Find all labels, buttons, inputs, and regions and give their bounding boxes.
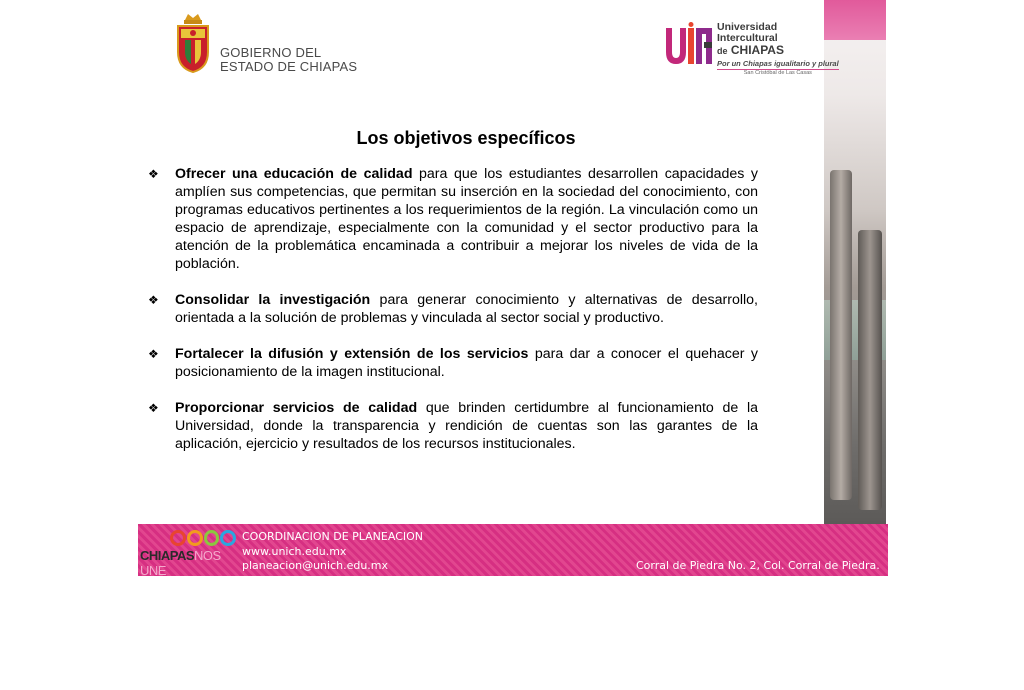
university-logo-line1: Universidad — [717, 21, 778, 33]
footer-address: Corral de Piedra No. 2, Col. Corral de Piedra. — [636, 559, 880, 572]
government-logo-text — [220, 46, 357, 74]
list-item — [148, 165, 758, 273]
diamond-bullet-icon: ❖ — [148, 293, 159, 307]
list-item — [148, 291, 758, 327]
government-logo — [176, 12, 357, 74]
government-logo-line1: GOBIERNO DEL — [220, 45, 322, 60]
objective-text: para dar a conocer el quehacer y posicionamiento de la imagen institucional. — [175, 346, 759, 380]
objective-heading: Ofrecer una educación de calidad — [175, 166, 413, 182]
objective-heading: Proporcionar servicios de calidad — [175, 400, 418, 416]
objective-text: para generar conocimiento y alternativas de desarrollo, orientada a la solución de problemas y vinculada al sector social y productivo. — [175, 292, 758, 326]
footer-email-link[interactable]: planeacion@unich.edu.mx — [242, 559, 389, 572]
unich-logo-icon — [664, 22, 714, 68]
chiapas-nos-une-logo — [140, 530, 236, 578]
university-logo-line3 — [717, 44, 839, 58]
university-location: San Cristóbal de Las Casas — [717, 69, 839, 76]
university-slogan: Por un Chiapas igualitario y plural — [717, 59, 839, 68]
coat-of-arms-icon — [176, 12, 210, 74]
objective-text: para que los estudiantes desarrollen capacidades y amplíen sus competencias, que permitan su inserción en la sociedad del conocimiento, con programas educativos pertinentes a los requerimientos de la región. La vinculación como un espacio de aprendizaje, especialmente con la comunidad y el sector productivo para la atención de la problemática encaminada a contribuir a mejorar los niveles de vida de la población. — [175, 166, 759, 272]
decorative-photo-strip — [824, 0, 886, 524]
objective-heading: Fortalecer la difusión y extensión de los servicios — [175, 346, 529, 362]
footer-contact-left — [242, 530, 423, 574]
footer-phone: Tel: (967) 63 161 51 Ext. 132, 110 — [636, 646, 860, 659]
footer-city: San Cristóbal de Las Casas, Chiapas. — [636, 602, 839, 616]
footer-department: COORDINACION DE PLANEACION — [242, 530, 424, 543]
university-logo-text — [717, 22, 839, 76]
stone-column — [830, 170, 852, 500]
university-logo-state: CHIAPAS — [730, 43, 784, 57]
list-item — [148, 345, 758, 381]
page-title: Los objetivos específicos — [356, 128, 576, 148]
footer-brand-dark: CHIAPAS — [140, 548, 195, 563]
footer-contact-right — [636, 530, 880, 690]
university-logo — [664, 22, 839, 76]
university-logo-line2: Intercultural — [717, 32, 778, 44]
university-logo-prefix: de — [717, 46, 728, 56]
objectives-list — [148, 165, 758, 471]
diamond-bullet-icon: ❖ — [148, 347, 159, 361]
diamond-bullet-icon: ❖ — [148, 401, 159, 415]
footer-brand-light: NOS UNE — [140, 548, 221, 578]
objective-text: que brinden certidumbre al funcionamiento de la Universidad, donde la transparencia y rendición de cuentas son las garantes de la aplicación, ejercicio y resultados de los recursos institucionales. — [175, 400, 759, 452]
stone-column — [858, 230, 882, 510]
circles-icon — [170, 530, 236, 546]
diamond-bullet-icon: ❖ — [148, 167, 159, 181]
government-logo-line2: ESTADO DE CHIAPAS — [220, 59, 358, 74]
objective-heading: Consolidar la investigación — [175, 292, 371, 308]
list-item — [148, 399, 758, 453]
footer-brand — [140, 548, 236, 578]
footer-website-link[interactable]: www.unich.edu.mx — [242, 544, 347, 558]
footer — [138, 524, 888, 659]
